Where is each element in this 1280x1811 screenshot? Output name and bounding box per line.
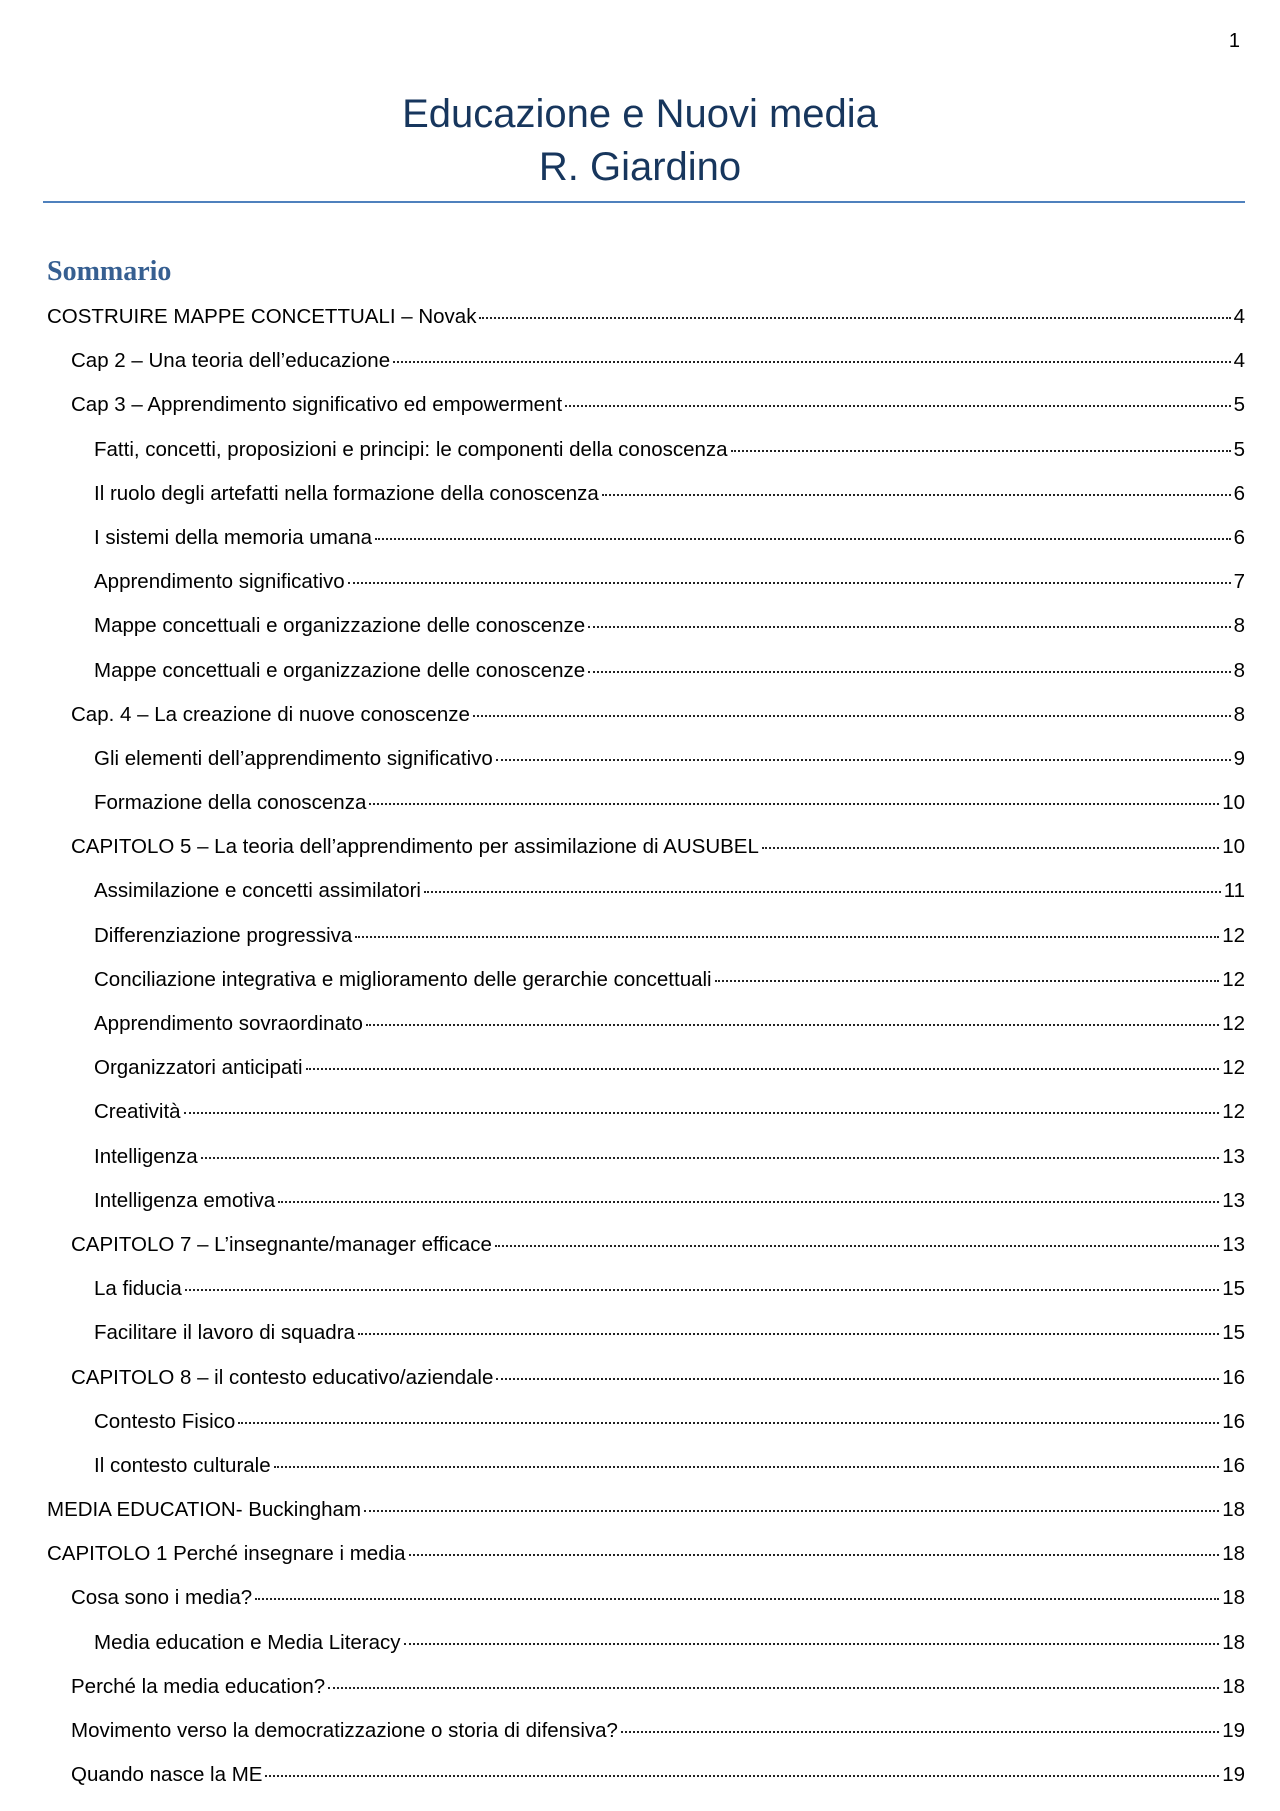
- toc-entry-page: 19: [1222, 1719, 1245, 1742]
- toc-entry-label: Apprendimento sovraordinato: [94, 1012, 363, 1035]
- toc-dot-leader: [496, 1377, 1219, 1380]
- toc-dot-leader: [255, 1597, 1219, 1600]
- toc-dot-leader: [473, 714, 1231, 717]
- toc-entry-page: 15: [1222, 1277, 1245, 1301]
- toc-dot-leader: [369, 802, 1219, 805]
- toc-entry-page: 16: [1222, 1409, 1245, 1433]
- toc-entry[interactable]: [47, 295, 1245, 339]
- toc-entry-label: Il contesto culturale: [94, 1453, 271, 1477]
- toc-dot-leader: [565, 404, 1230, 407]
- toc-entry[interactable]: [47, 428, 1245, 472]
- toc-entry-page: 18: [1222, 1674, 1245, 1698]
- toc-dot-leader: [621, 1730, 1219, 1733]
- toc-dot-leader: [404, 1642, 1220, 1645]
- toc-entry-label: COSTRUIRE MAPPE CONCETTUALI – Novak: [47, 305, 477, 328]
- toc-entry[interactable]: [47, 1002, 1245, 1046]
- toc-dot-leader: [588, 625, 1230, 628]
- toc-entry-page: 18: [1222, 1498, 1245, 1522]
- title-main: Educazione e Nuovi media: [402, 92, 878, 136]
- toc-entry[interactable]: [47, 1709, 1245, 1753]
- toc-entry[interactable]: [47, 516, 1245, 560]
- toc-entry[interactable]: [47, 1179, 1245, 1223]
- toc-dot-leader: [185, 1288, 1219, 1291]
- document-title: [0, 88, 1280, 194]
- toc-entry-page: 8: [1233, 702, 1245, 726]
- toc-dot-leader: [588, 670, 1230, 673]
- toc-entry[interactable]: [47, 472, 1245, 516]
- toc-entry-page: 16: [1222, 1365, 1245, 1389]
- toc-dot-leader: [366, 1023, 1219, 1026]
- toc-entry[interactable]: [47, 737, 1245, 781]
- toc-dot-leader: [495, 1244, 1219, 1247]
- toc-entry-page: 10: [1222, 791, 1245, 815]
- toc-dot-leader: [358, 1332, 1219, 1335]
- page-number: 1: [1228, 30, 1240, 52]
- toc-entry[interactable]: [47, 958, 1245, 1002]
- toc-entry-label: Intelligenza: [94, 1144, 198, 1168]
- toc-entry[interactable]: [47, 781, 1245, 825]
- toc-entry-page: 12: [1222, 1100, 1245, 1124]
- toc-dot-leader: [715, 979, 1220, 982]
- toc-entry[interactable]: [47, 1311, 1245, 1355]
- toc-entry-page: 16: [1222, 1453, 1245, 1477]
- toc-entry-label: Intelligenza emotiva: [94, 1188, 276, 1212]
- toc-entry-label: MEDIA EDUCATION- Buckingham: [47, 1498, 362, 1522]
- title-author: R. Giardino: [538, 145, 742, 189]
- toc-dot-leader: [375, 537, 1231, 540]
- toc-entry[interactable]: [47, 649, 1245, 693]
- toc-entry-label: Quando nasce la ME: [71, 1763, 263, 1787]
- toc-entry-label: CAPITOLO 1 Perché insegnare i media: [47, 1542, 406, 1566]
- toc-entry-page: 18: [1222, 1542, 1245, 1566]
- toc-entry-label: Differenziazione progressiva: [94, 923, 353, 947]
- toc-dot-leader: [201, 1156, 1219, 1159]
- toc-entry-page: 12: [1222, 1012, 1245, 1035]
- toc-dot-leader: [306, 1067, 1220, 1070]
- toc-entry[interactable]: [47, 1090, 1245, 1134]
- toc-entry[interactable]: [47, 1576, 1245, 1620]
- toc-entry-label: Cap 2 – Una teoria dell’educazione: [71, 349, 391, 373]
- toc-entry-label: Assimilazione e concetti assimilatori: [94, 879, 421, 903]
- toc-entry-page: 12: [1222, 923, 1245, 947]
- toc-dot-leader: [238, 1421, 1219, 1424]
- toc-entry-page: 8: [1233, 658, 1245, 682]
- toc-entry[interactable]: [47, 693, 1245, 737]
- toc-entry[interactable]: [47, 1046, 1245, 1090]
- toc-entry[interactable]: [47, 1532, 1245, 1576]
- toc-entry[interactable]: [47, 604, 1245, 648]
- toc-entry-label: Perché la media education?: [71, 1674, 326, 1698]
- toc-entry-label: Il ruolo degli artefatti nella formazione della conoscenza: [94, 481, 599, 505]
- toc-entry-label: Facilitare il lavoro di squadra: [94, 1321, 355, 1345]
- toc-entry-page: 8: [1233, 614, 1245, 638]
- toc-entry[interactable]: [47, 1223, 1245, 1267]
- table-of-contents: [47, 295, 1245, 1797]
- toc-entry-page: 13: [1222, 1144, 1245, 1168]
- toc-dot-leader: [762, 846, 1219, 849]
- toc-entry-label: Gli elementi dell’apprendimento significativo: [94, 746, 493, 770]
- toc-entry-label: Movimento verso la democratizzazione o storia di difensiva?: [71, 1719, 618, 1742]
- toc-dot-leader: [278, 1200, 1219, 1203]
- toc-entry-page: 12: [1222, 967, 1245, 991]
- toc-dot-leader: [348, 581, 1231, 584]
- toc-dot-leader: [409, 1553, 1220, 1556]
- toc-entry[interactable]: [47, 339, 1245, 383]
- toc-entry-page: 11: [1223, 879, 1245, 903]
- toc-heading: Sommario: [47, 256, 172, 287]
- toc-entry-page: 6: [1233, 525, 1245, 549]
- toc-entry-page: 19: [1222, 1763, 1245, 1787]
- toc-dot-leader: [496, 758, 1231, 761]
- toc-entry[interactable]: [47, 1400, 1245, 1444]
- toc-entry-page: 4: [1233, 349, 1245, 373]
- toc-entry-label: Organizzatori anticipati: [94, 1056, 303, 1080]
- toc-entry-page: 13: [1222, 1232, 1245, 1256]
- toc-entry-label: Formazione della conoscenza: [94, 791, 367, 815]
- toc-entry-label: Mappe concettuali e organizzazione delle conoscenze: [94, 658, 586, 682]
- toc-entry[interactable]: [47, 1753, 1245, 1797]
- toc-entry-label: Media education e Media Literacy: [94, 1630, 401, 1654]
- toc-entry-page: 18: [1222, 1586, 1245, 1610]
- toc-entry-label: CAPITOLO 5 – La teoria dell’apprendimento per assimilazione di AUSUBEL: [71, 835, 759, 859]
- toc-dot-leader: [328, 1686, 1219, 1689]
- toc-dot-leader: [479, 316, 1230, 319]
- toc-entry-page: 9: [1233, 746, 1245, 770]
- toc-entry-page: 18: [1222, 1630, 1245, 1654]
- toc-entry-label: La fiducia: [94, 1277, 182, 1301]
- toc-entry[interactable]: [47, 383, 1245, 427]
- toc-entry-label: Cosa sono i media?: [71, 1586, 253, 1610]
- toc-entry[interactable]: [47, 1267, 1245, 1311]
- toc-entry-label: Conciliazione integrativa e miglioramento delle gerarchie concettuali: [94, 967, 712, 991]
- title-divider: [43, 201, 1245, 203]
- toc-entry-label: Cap. 4 – La creazione di nuove conoscenze: [71, 702, 470, 726]
- toc-dot-leader: [602, 493, 1231, 496]
- toc-entry-page: 13: [1222, 1188, 1245, 1212]
- toc-entry-page: 12: [1222, 1056, 1245, 1080]
- toc-entry-label: Mappe concettuali e organizzazione delle conoscenze: [94, 614, 586, 638]
- toc-entry[interactable]: [47, 1488, 1245, 1532]
- toc-entry-label: Fatti, concetti, proposizioni e principi: le componenti della conoscenza: [94, 437, 728, 461]
- toc-entry[interactable]: [47, 560, 1245, 604]
- toc-entry-page: 10: [1222, 835, 1245, 859]
- toc-entry[interactable]: [47, 1665, 1245, 1709]
- toc-entry-label: Creatività: [94, 1100, 181, 1124]
- toc-dot-leader: [265, 1774, 1219, 1777]
- toc-dot-leader: [184, 1111, 1220, 1114]
- toc-entry-page: 5: [1233, 393, 1245, 417]
- toc-dot-leader: [731, 449, 1231, 452]
- toc-entry[interactable]: [47, 914, 1245, 958]
- toc-dot-leader: [355, 935, 1219, 938]
- toc-dot-leader: [364, 1509, 1219, 1512]
- toc-entry-label: I sistemi della memoria umana: [94, 525, 372, 549]
- toc-entry-page: 7: [1233, 570, 1245, 594]
- toc-entry-label: Apprendimento significativo: [94, 570, 345, 594]
- toc-entry-label: Cap 3 – Apprendimento significativo ed empowerment: [71, 393, 563, 417]
- toc-dot-leader: [393, 360, 1230, 363]
- toc-dot-leader: [274, 1465, 1220, 1468]
- toc-entry-page: 5: [1233, 437, 1245, 461]
- toc-entry-label: CAPITOLO 7 – L’insegnante/manager efficace: [71, 1232, 492, 1256]
- toc-entry-page: 4: [1233, 305, 1245, 328]
- toc-entry[interactable]: [47, 1621, 1245, 1665]
- toc-entry[interactable]: [47, 1356, 1245, 1400]
- toc-entry[interactable]: [47, 869, 1245, 913]
- toc-entry[interactable]: [47, 1135, 1245, 1179]
- toc-dot-leader: [424, 890, 1221, 893]
- toc-entry-label: CAPITOLO 8 – il contesto educativo/aziendale: [71, 1365, 494, 1389]
- toc-entry[interactable]: [47, 825, 1245, 869]
- toc-entry[interactable]: [47, 1444, 1245, 1488]
- toc-entry-page: 6: [1233, 481, 1245, 505]
- toc-entry-label: Contesto Fisico: [94, 1409, 236, 1433]
- toc-entry-page: 15: [1222, 1321, 1245, 1345]
